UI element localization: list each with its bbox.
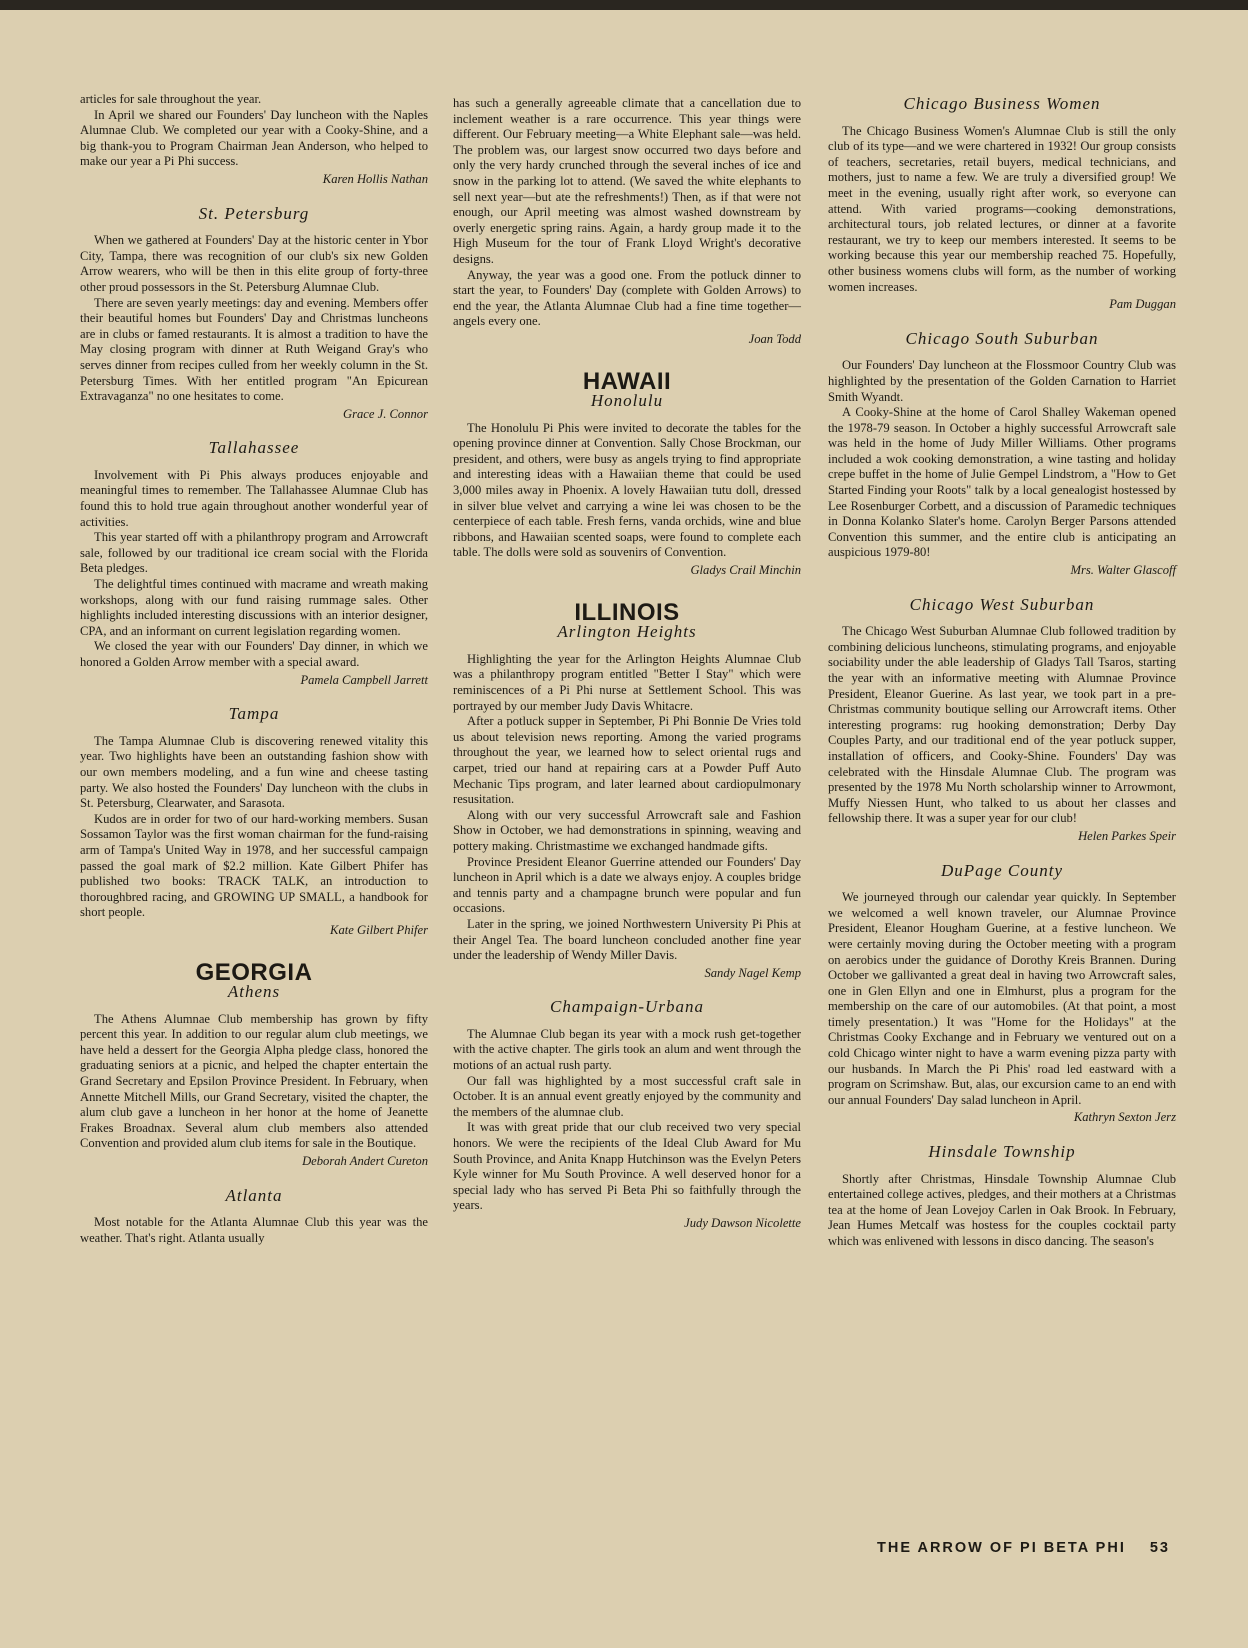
club-heading-athens: Athens [227, 982, 281, 1002]
paragraph: We closed the year with our Founders' Day dinner, in which we honored a Golden Arrow member with a special award. [80, 639, 428, 669]
intro-paragraph: articles for sale throughout the year. [80, 92, 262, 106]
paragraph: The Honolulu Pi Phis were invited to decorate the tables for the opening province dinner at Convention. Sally Chose Brockman, our president, and others, were busy as angels trying to find appropriate and interesting ideas with a Hawaiian theme that could be used 3,000 miles away in Phoenix. A lovely Hawaiian tutu doll, dressed in silver blue velvet and carrying a wine lei was chosen to be the centerpiece of each table. Fresh ferns, vanda orchids, wine and blue ribbons, and Hawaiian scented soaps, were found to complete each table. The dolls were sold as souvenirs of Convention. [453, 420, 801, 560]
club-heading-chicago-west-suburban: Chicago West Suburban [909, 594, 1095, 614]
paragraph: The Chicago Business Women's Alumnae Club is still the only club of its type—and we were chartered in 1932! Our group consists of teachers, secretaries, retail buyers, medical technicians, and mothers, just to name a few. We are truly a diversified group! We meet in the evening, usually right after work, so everyone can attend. With varied programs—cooking demonstrations, architectural tours, job related lectures, or dinner at a favorite restaurant, we try to keep our members interested. It seems to be working because this year our membership reached 75. Hopefully, other business womens clubs will form, as the number of working women increases. [828, 123, 1176, 294]
signature: Judy Dawson Nicolette [684, 1216, 801, 1230]
paragraph: Along with our very successful Arrowcraft sale and Fashion Show in October, we had demonstrations in spinning, weaving and pottery making. Christmastime we exchanged handmade gifts. [453, 807, 801, 853]
club-heading-chicago-business-women: Chicago Business Women [903, 94, 1101, 113]
club-heading-hinsdale-township: Hinsdale Township [928, 1142, 1076, 1162]
club-heading-dupage-county: DuPage County [940, 860, 1064, 880]
paragraph: Highlighting the year for the Arlington Heights Alumnae Club was a philanthropy program entitled "Better I Stay" which were reminiscences of a Pi Phi nurse at Settlement School. This was portrayed by our member Judy Davis Whitacre. [453, 651, 801, 713]
paragraph: Anyway, the year was a good one. From the potluck dinner to start the year, to Founders' Day (complete with Golden Arrows) to end the year, the Atlanta Alumnae Club had a fine time together—angels every one. [453, 267, 801, 329]
signature: Pamela Campbell Jarrett [300, 672, 428, 687]
signature: Pam Duggan [1109, 297, 1176, 312]
paragraph: The Alumnae Club began its year with a mock rush get-together with the active chapter. The girls took an alum and went through the motions of an actual rush party. [453, 1026, 801, 1073]
state-heading-illinois: ILLINOIS [574, 598, 680, 626]
signature: Grace J. Connor [343, 406, 428, 421]
footer-title: THE ARROW OF PI BETA PHI [877, 1540, 1126, 1556]
paragraph: After a potluck supper in September, Pi Phi Bonnie De Vries told us about television news reporting. Among the varied programs throughout the year, we learned how to select oriental rugs and carpet, tried our hand at repairing cars at a Powder Puff Auto Mechanic Tips program, and later learned about cardiopulmonary resusitation. [453, 714, 801, 807]
club-heading-arlington-heights: Arlington Heights [557, 622, 697, 642]
state-heading-georgia: GEORGIA [195, 958, 313, 986]
scan-edge [0, 0, 1248, 10]
paragraph: A Cooky-Shine at the home of Carol Shalley Wakeman opened the 1978-79 season. In October a highly successful Arrowcraft sale was held in the home of Judy Miller Williams. Other programs included a wok cooking demonstration, a wine tasting and holiday crepe buffet in the home of Julie Gempel Lindstrom, a "How to Get Started Finding your Roots" talk by a local genealogist hostessed by Lee Rosenburger Corbett, and a discussion of Paramedic techniques in Donna Kolanko Slater's home. Carolyn Berger Parsons attended Convention this summer, and the entire club is anticipating an auspicious 1979-80! [828, 405, 1176, 560]
signature: Sandy Nagel Kemp [704, 965, 801, 980]
paragraph: The delightful times continued with macrame and wreath making workshops, along with our fund raising rummage sales. Other highlights included interesting discussions with an interior designer, CPA, and an informant on current legislation regarding women. [80, 577, 428, 638]
intro-paragraph: In April we shared our Founders' Day luncheon with the Naples Alumnae Club. We completed our year with a Cooky-Shine, and a big thank-you to Program Chairman Jean Anderson, who helped to make our year a Pi Phi success. [80, 107, 428, 169]
page-number: 53 [1149, 1540, 1170, 1556]
club-heading-champaign-urbana: Champaign-Urbana [550, 997, 704, 1017]
state-heading-hawaii: HAWAII [582, 367, 672, 395]
club-heading-tallahassee: Tallahassee [208, 438, 300, 458]
paragraph: Our Founders' Day luncheon at the Flossmoor Country Club was highlighted by the presentation of the Golden Carnation to Harriet Smith Wyandt. [828, 358, 1176, 404]
signature: Kathryn Sexton Jerz [1073, 1110, 1176, 1125]
signature: Joan Todd [748, 331, 801, 346]
column-3 [828, 96, 1176, 1250]
paragraph: Province President Eleanor Guerrine attended our Founders' Day luncheon in April which is a date we always enjoy. A couples bridge and tennis party and a champagne brunch were popular and fun occasions. [453, 854, 801, 916]
signature: Gladys Crail Minchin [690, 563, 801, 578]
paragraph: Kudos are in order for two of our hard-working members. Susan Sossamon Taylor was the first woman chairman for the fund-raising arm of Tampa's United Way in 1978, and her successful campaign passed the goal mark of $2.2 million. Kate Gilbert Phifer has published two books: TRACK TALK, an introduction to thoroughbred racing, and GROWING UP SMALL, a handbook for short people. [80, 811, 428, 920]
signature: Deborah Andert Cureton [302, 1154, 428, 1169]
paragraph: The Tampa Alumnae Club is discovering renewed vitality this year. Two highlights have been an outstanding fashion show with our own members modeling, and a fun wine and cheese tasting party. We also hosted the Founders' Day luncheon with the clubs in St. Petersburg, Clearwater, and Sarasota. [80, 733, 428, 811]
paragraph: We journeyed through our calendar year quickly. In September we welcomed a well known traveler, our Alumnae Province President, Eleanor Hougham Guerine, at a festive luncheon. We were certainly moving during the October meeting with a program on aerobics under the guidance of Dorothy Kreis Brannen. During October we gallivanted a great deal in having two Arrowcraft sales, one in Glen Ellyn and one in Elmhurst, plus a program for the membership on the care of our automobiles. (At that point, a most timely presentation.) It was "Home for the Holidays" at the Christmas Cooky Exchange and in February we ventured out on a cold Chicago winter night to have a warm evening pizza party with our husbands. In March the Pi Phis' road led eastward with a program on Scrimshaw. But, alas, our excursion came to an end with our annual Founders' Day salad luncheon in April. [828, 890, 1176, 1107]
paragraph: Shortly after Christmas, Hinsdale Township Alumnae Club entertained college actives, pledges, and their mothers at a Christmas tea at the home of Jean Lovejoy Carlen in Oak Brook. In February, Jean Humes Metcalf was hostess for the couples cocktail party which was enlivened with lessons in disco dancing. The season's [828, 1171, 1176, 1248]
column-2 [453, 96, 801, 1232]
paragraph: Most notable for the Atlanta Alumnae Club this year was the weather. That's right. Atlanta usually [80, 1215, 428, 1245]
signature: Helen Parkes Speir [1078, 828, 1176, 843]
page-footer [877, 1540, 1170, 1556]
paragraph: The Chicago West Suburban Alumnae Club followed tradition by combining delicious luncheons, stimulating programs, and enjoyable sociability under the able leadership of Gladys Tall Tsaros, starting the year with an informative meeting with Alumnae Province President, Eleanor Guerine. As last year, we took part in a pre-Christmas community boutique selling our Arrowcraft items. Other interesting programs: rug hooking demonstration; Derby Day Couples Party, and our traditional end of the year potluck supper, installation of officers, and Cooky-Shine. Founders' Day was celebrated with the Hinsdale Alumnae Club. The program was presented by the 1978 Mu North scholarship winner to Arrowmont, Muffy Niessen Hunt, who talked to us about her classes and fellowship there. It was a super year for our club! [828, 624, 1176, 826]
club-heading-atlanta: Atlanta [225, 1185, 283, 1205]
signature: Mrs. Walter Glascoff [1070, 563, 1176, 578]
paragraph: This year started off with a philanthropy program and Arrowcraft sale, followed by our traditional ice cream social with the Florida Beta pledges. [80, 530, 428, 576]
signature: Kate Gilbert Phifer [330, 922, 428, 937]
paragraph: There are seven yearly meetings: day and evening. Members offer their beautiful homes but Founders' Day and Christmas luncheons are in clubs or famed restaurants. It is almost a tradition to have the May closing program with dinner at Ruth Weigand Gray's who serves dinner from recipes culled from her weekly column in the St. Petersburg Times. With her entitled program "An Epicurean Extravaganza" no one hesitates to come. [80, 295, 428, 404]
club-heading-st-petersburg: St. Petersburg [198, 203, 310, 223]
paragraph: The Athens Alumnae Club membership has grown by fifty percent this year. In addition to our regular alum club meetings, we have held a dessert for the Georgia Alpha pledge class, honored the graduating seniors at a picnic, and helped the chapter entertain the Grand Secretary and Epsilon Province President. In February, when Annette Mitchell Mills, our Grand Secretary, visited the chapter, the alum club gave a luncheon in her honor at the home of Jeanette Frakes Broadnax. Several alum club members also attended Convention and provided alum club items for sale in the Boutique. [80, 1011, 428, 1151]
club-heading-tampa: Tampa [228, 704, 280, 724]
club-heading-honolulu: Honolulu [590, 391, 664, 411]
paragraph: When we gathered at Founders' Day at the historic center in Ybor City, Tampa, there was recognition of our club's six new Golden Arrow wearers, who will be then in this elite group of forty-three other proud possessors in the St. Petersburg Alumnae Club. [80, 233, 428, 294]
paragraph: It was with great pride that our club received two very special honors. We were the recipients of the Ideal Club Award for Mu South Province, and Anita Knapp Hutchinson was the Evelyn Peters Kyle winner for Mu South Province. A well deserved honor for a special lady who has served Pi Beta Phi so faithfully through the years. [453, 1120, 801, 1213]
signature: Karen Hollis Nathan [322, 171, 428, 186]
paragraph: Our fall was highlighted by a most successful craft sale in October. It is an annual event greatly enjoyed by the community and the members of the alumnae club. [453, 1073, 801, 1119]
paragraph: Later in the spring, we joined Northwestern University Pi Phis at their Angel Tea. The board luncheon concluded another fine year under the leadership of Wendy Miller Davis. [453, 916, 801, 963]
column-1 [80, 92, 428, 1246]
paragraph: has such a generally agreeable climate that a cancellation due to inclement weather is a rare occurrence. This year things were different. Our February meeting—a White Elephant sale—was held. The problem was, our largest snow occurred two days before and only the very hardy crunched through the several inches of ice and snow in the parking lot to attend. (We saved the white elephants to sell next year—but ate the refreshments!) Then, as if that were not enough, our April meeting was almost washed downstream by overly energetic spring rains. Again, a hardy group made it to the High Museum for the tour of Frank Lloyd Wright's decorative designs. [453, 96, 801, 266]
paragraph: Involvement with Pi Phis always produces enjoyable and meaningful times to remember. The Tallahassee Alumnae Club has found this to hold true again throughout another wonderful year of activities. [80, 467, 428, 529]
club-heading-chicago-south-suburban: Chicago South Suburban [905, 328, 1099, 348]
